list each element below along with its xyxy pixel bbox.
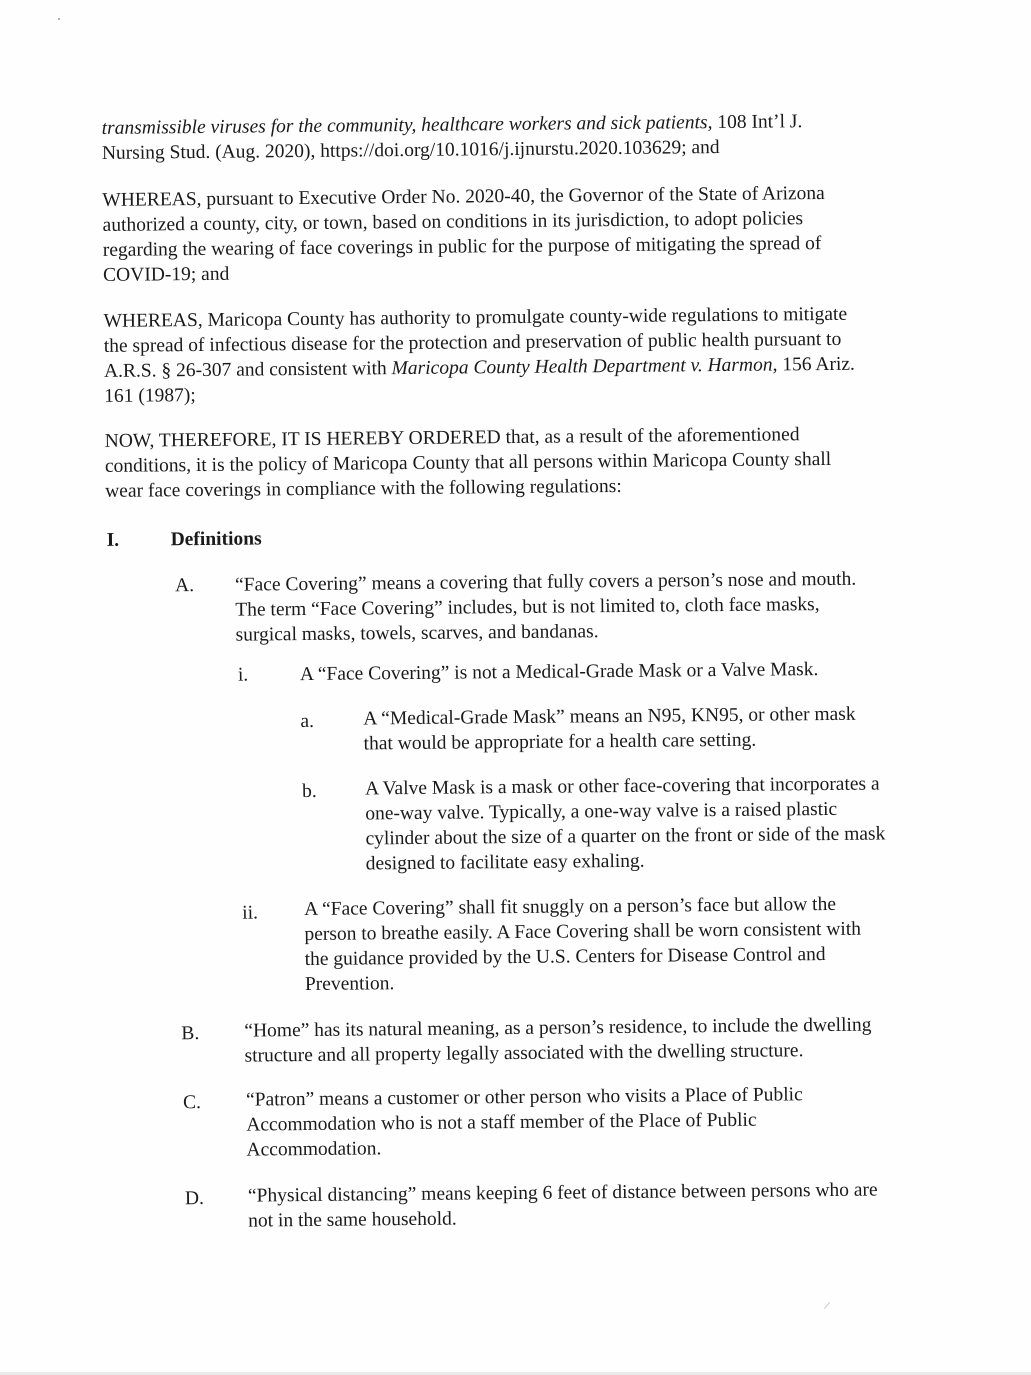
text-line: COVID-19; and	[102, 263, 230, 286]
def-d-text	[248, 1178, 878, 1234]
section-number: I.	[106, 529, 120, 551]
text-line: cylinder about the size of a quarter on the front or side of the mask	[365, 823, 886, 850]
text-line: “Home” has its natural meaning, as a person’s residence, to include the dwelling	[244, 1014, 872, 1042]
text-line: Accommodation.	[246, 1138, 382, 1161]
text-line: “Physical distancing” means keeping 6 feet of distance between persons who are	[247, 1179, 878, 1207]
case-name: Maricopa County Health Department v. Harmon	[391, 354, 773, 380]
text-line: “Patron” means a customer or other person who visits a Place of Public	[245, 1084, 803, 1111]
text-line: the guidance provided by the U.S. Centers for Disease Control and	[304, 944, 826, 971]
whereas-paragraph-1	[102, 180, 903, 288]
def-a-i-text	[300, 657, 819, 687]
text-line: surgical masks, towels, scarves, and bandanas.	[235, 621, 599, 646]
text-line: authorized a county, city, or town, based on conditions in its jurisdiction, to adopt policies	[102, 208, 804, 236]
text-line: WHEREAS, Maricopa County has authority to promulgate county-wide regulations to mitigate	[103, 303, 848, 332]
text-line: the spread of infectious disease for the protection and preservation of public health pursuant to	[103, 328, 842, 357]
text-line: not in the same household.	[248, 1208, 457, 1232]
text-line: one-way valve. Typically, a one-way valve is a raised plastic	[365, 798, 838, 825]
text-line: A “Medical-Grade Mask” means an N95, KN95, or other mask	[363, 703, 856, 730]
def-b-label: B.	[181, 1023, 200, 1045]
text-line: 161 (1987);	[104, 385, 196, 407]
def-a-ii-text	[304, 892, 861, 997]
citation-italic: transmissible viruses for the community, healthcare workers and sick patients,	[101, 112, 713, 139]
def-a-label: A.	[174, 575, 195, 597]
text-line: regarding the wearing of face coverings in public for the purpose of mitigating the spread of	[102, 233, 822, 261]
text-line: WHEREAS, pursuant to Executive Order No. 2020-40, the Governor of the State of Arizona	[102, 183, 825, 211]
def-a-text	[235, 567, 857, 648]
text-line: Prevention.	[304, 973, 395, 996]
def-a-ii-label: ii.	[242, 902, 259, 924]
def-d-label: D.	[184, 1188, 205, 1210]
text-line: conditions, it is the policy of Maricopa County that all persons within Maricopa County shall	[104, 448, 832, 477]
def-a-i-a-text	[363, 702, 856, 757]
scan-speck	[58, 18, 60, 20]
case-cite: , 156 Ariz.	[772, 353, 855, 376]
def-c-label: C.	[182, 1092, 202, 1114]
text-line: “Face Covering” means a covering that fully covers a person’s nose and mouth.	[234, 568, 857, 596]
scan-mark	[824, 1302, 830, 1309]
def-a-i-b-label: b.	[301, 780, 317, 803]
text-line: that would be appropriate for a health care setting.	[363, 729, 757, 755]
text-line: Accommodation who is not a staff member of the Place of Public	[246, 1109, 757, 1136]
citation-rest: 108 Int’l J.	[712, 111, 803, 134]
def-a-i-a-label: a.	[300, 710, 315, 733]
text-line: A Valve Mask is a mask or other face-covering that incorporates a	[364, 773, 880, 800]
now-therefore-paragraph	[105, 421, 906, 504]
text-line: A “Face Covering” is not a Medical-Grade Mask or a Valve Mask.	[299, 659, 819, 686]
text-line: designed to facilitate easy exhaling.	[365, 850, 645, 875]
text-line: person to breathe easily. A Face Covering shall be worn consistent with	[304, 918, 862, 946]
whereas-paragraph-2	[103, 301, 904, 409]
text-line: structure and all property legally associated with the dwelling structure.	[244, 1040, 804, 1067]
statute-text: A.R.S. § 26-307 and consistent with	[103, 358, 392, 382]
citation-paragraph	[102, 108, 902, 166]
text-line: NOW, THEREFORE, IT IS HEREBY ORDERED that, as a result of the aforementioned	[104, 424, 800, 452]
text-line: The term “Face Covering” includes, but is not limited to, cloth face masks,	[235, 594, 820, 621]
citation-line-2: Nursing Stud. (Aug. 2020), https://doi.org/10.1016/j.ijnurstu.2020.103629; and	[101, 137, 720, 164]
text-line: wear face coverings in compliance with the following regulations:	[105, 475, 622, 502]
def-a-i-label: i.	[237, 664, 249, 686]
text-line: A “Face Covering” shall fit snuggly on a person’s face but allow the	[304, 893, 837, 921]
def-a-i-b-text	[365, 771, 886, 876]
def-b-text	[244, 1013, 872, 1069]
section-heading: Definitions	[170, 528, 262, 551]
def-c-text	[246, 1082, 803, 1162]
